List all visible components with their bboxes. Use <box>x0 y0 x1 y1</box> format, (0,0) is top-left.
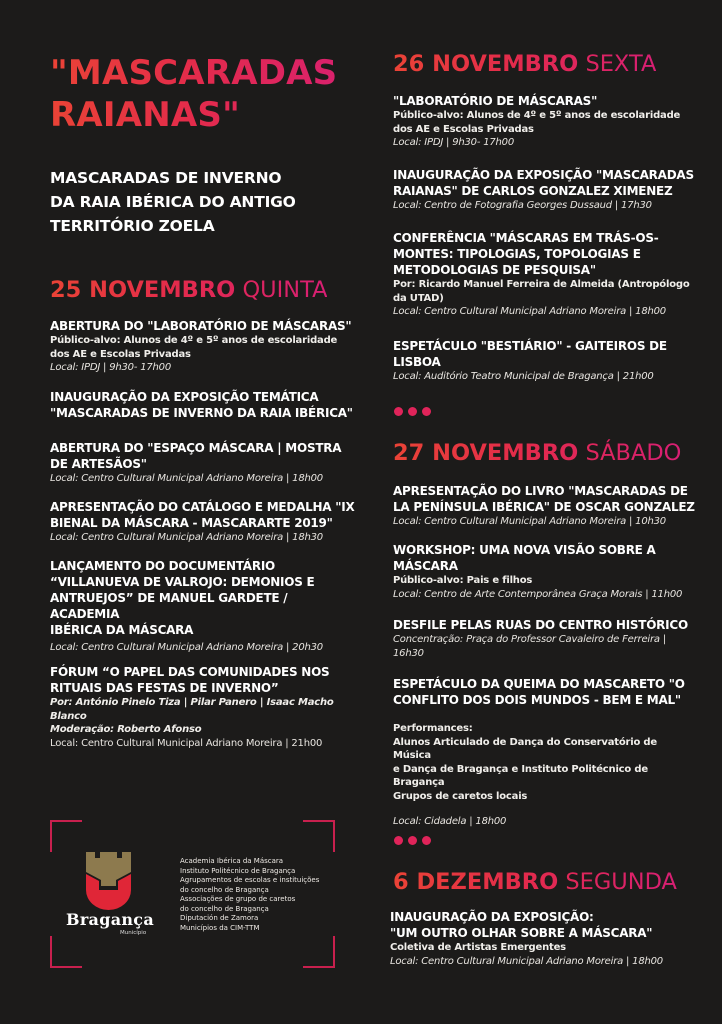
event-detail: Público-alvo: Pais e filhos <box>393 575 533 586</box>
event-item <box>50 664 355 751</box>
poster-title-line-2: RAIANAS" <box>50 95 241 135</box>
event-detail: Coletiva de Artistas Emergentes <box>390 942 566 953</box>
event-location: Local: Cidadela | 18h00 <box>393 816 507 827</box>
event-title: DE ARTESÃOS" <box>50 457 147 471</box>
corner-bracket <box>50 820 82 852</box>
event-title: APRESENTAÇÃO DO LIVRO "MASCARADAS DE <box>393 484 688 498</box>
event-title: ANTRUEJOS” DE MANUEL GARDETE / ACADEMIA <box>50 591 288 621</box>
day-weekday: SÁBADO <box>585 440 682 466</box>
dot-icon <box>422 407 431 416</box>
subtitle-line: DA RAIA IBÉRICA DO ANTIGO <box>50 193 296 211</box>
poster-title <box>50 52 370 136</box>
event-title: IBÉRICA DA MÁSCARA <box>50 623 194 637</box>
event-speakers: Por: António Pinelo Tiza | Pilar Panero | Isaac Macho <box>50 697 334 708</box>
event-location: Local: Centro de Arte Contemporânea Graça Morais | 11h00 <box>393 588 683 600</box>
poster-subtitle <box>50 166 350 238</box>
event-title: LANÇAMENTO DO DOCUMENTÁRIO <box>50 559 275 573</box>
dot-icon <box>408 836 417 845</box>
event-item <box>393 676 698 829</box>
partner-item: Associações de grupo de caretos <box>180 895 296 903</box>
corner-bracket <box>303 936 335 968</box>
dot-icon <box>394 836 403 845</box>
day-weekday: SEXTA <box>585 51 657 77</box>
event-title: MONTES: TIPOLOGIAS, TOPOLOGIAS E <box>393 247 641 261</box>
event-performances-label: Performances: <box>393 723 473 734</box>
partner-item: Diputación de Zamora <box>180 914 259 922</box>
partner-item: Agrupamentos de escolas e instituições <box>180 876 320 884</box>
partner-item: Academia Ibérica da Máscara <box>180 857 284 865</box>
event-speaker: Por: Ricardo Manuel Ferreira de Almeida (Antropólogo <box>393 279 690 290</box>
event-location: Concentração: Praça do Professor Cavaleiro de Ferreira | <box>393 634 666 645</box>
event-item <box>50 499 355 545</box>
event-title: ESPETÁCULO "BESTIÁRIO" - GAITEIROS DE <box>393 339 667 353</box>
separator-dots <box>394 836 431 845</box>
subtitle-line: TERRITÓRIO ZOELA <box>50 217 215 235</box>
event-speaker: da UTAD) <box>393 292 444 304</box>
subtitle-line: MASCARADAS DE INVERNO <box>50 169 282 187</box>
event-title: FÓRUM “O PAPEL DAS COMUNIDADES NOS <box>50 665 330 679</box>
corner-bracket <box>50 936 82 968</box>
day-date: 26 NOVEMBRO <box>393 51 579 77</box>
event-title: INAUGURAÇÃO DA EXPOSIÇÃO: <box>390 910 594 924</box>
event-title: "LABORATÓRIO DE MÁSCARAS" <box>393 94 598 108</box>
partner-item: do concelho de Bragança <box>180 904 269 913</box>
event-location: Local: IPDJ | 9h30- 17h00 <box>50 362 171 373</box>
event-performer: Alunos Articulado de Dança do Conservatório de Música <box>393 736 657 761</box>
partners-list <box>180 857 330 933</box>
brand-subtitle: Município <box>120 930 147 936</box>
event-location: Local: Centro de Fotografia Georges Dussaud | 17h30 <box>393 200 652 211</box>
event-title: CONFLITO DOS DOIS MUNDOS - BEM E MAL" <box>393 693 681 707</box>
day-weekday: QUINTA <box>242 277 328 303</box>
day-heading-26-novembro <box>393 50 656 78</box>
event-detail: dos AE e Escolas Privadas <box>393 123 534 135</box>
event-title: “VILLANUEVA DE VALROJO: DEMONIOS E <box>50 575 315 589</box>
day-heading-6-dezembro <box>393 868 677 896</box>
event-title: RITUAIS DAS FESTAS DE INVERNO” <box>50 681 279 695</box>
event-location: Local: IPDJ | 9h30- 17h00 <box>393 137 514 148</box>
event-performer: e Dança de Bragança e Instituto Politécnico de <box>393 763 648 775</box>
event-item <box>50 440 355 486</box>
event-item <box>393 167 698 213</box>
event-detail: Público-alvo: Alunos de 4º e 5º anos de escolaridade <box>50 335 338 346</box>
event-title: ABERTURA DO "LABORATÓRIO DE MÁSCARAS" <box>50 319 352 333</box>
event-location: 16h30 <box>393 648 424 659</box>
event-item <box>50 318 355 375</box>
day-date: 6 DEZEMBRO <box>393 869 559 895</box>
dot-icon <box>408 407 417 416</box>
day-date: 25 NOVEMBRO <box>50 277 236 303</box>
event-item <box>390 909 695 969</box>
event-title: RAIANAS" DE CARLOS GONZALEZ XIMENEZ <box>393 184 673 198</box>
day-date: 27 NOVEMBRO <box>393 440 579 466</box>
dot-icon <box>394 407 403 416</box>
event-title: BIENAL DA MÁSCARA - MASCARARTE 2019" <box>50 516 333 530</box>
event-title: METODOLOGIAS DE PESQUISA" <box>393 263 596 277</box>
event-detail: Público-alvo: Alunos de 4º e 5º anos de escolaridade <box>393 110 681 121</box>
event-title: DESFILE PELAS RUAS DO CENTRO HISTÓRICO <box>393 618 688 632</box>
event-speakers: Blanco <box>50 710 87 722</box>
event-performer: Bragança <box>393 777 445 788</box>
sponsors-box <box>50 820 335 968</box>
event-item <box>393 230 698 319</box>
event-location: Local: Centro Cultural Municipal Adriano Moreira | 20h30 <box>50 642 323 653</box>
event-item <box>393 617 698 661</box>
event-item <box>393 542 698 602</box>
event-title: ABERTURA DO "ESPAÇO MÁSCARA | MOSTRA <box>50 441 342 455</box>
braganca-crest-icon <box>86 852 131 910</box>
event-item <box>50 389 355 421</box>
event-item <box>393 338 698 384</box>
event-title: INAUGURAÇÃO DA EXPOSIÇÃO "MASCARADAS <box>393 168 694 182</box>
corner-bracket <box>303 820 335 852</box>
event-title: LISBOA <box>393 355 441 369</box>
day-weekday: SEGUNDA <box>565 869 677 895</box>
dot-icon <box>422 836 431 845</box>
event-location: Local: Centro Cultural Municipal Adriano Moreira | 18h00 <box>390 955 663 967</box>
event-title: WORKSHOP: UMA NOVA VISÃO SOBRE A <box>393 543 656 557</box>
partner-item: Municípios da CIM-TTM <box>180 923 260 932</box>
event-item <box>393 93 698 150</box>
event-location: Local: Auditório Teatro Municipal de Bragança | 21h00 <box>393 371 654 382</box>
event-title: "MASCARADAS DE INVERNO DA RAIA IBÉRICA" <box>50 406 353 420</box>
event-location: Local: Centro Cultural Municipal Adriano Moreira | 21h00 <box>50 737 323 749</box>
day-heading-27-novembro <box>393 439 681 467</box>
event-title: CONFERÊNCIA "MÁSCARAS EM TRÁS-OS- <box>393 231 659 245</box>
event-moderator: Moderação: Roberto Afonso <box>50 724 202 735</box>
event-title: APRESENTAÇÃO DO CATÁLOGO E MEDALHA "IX <box>50 500 355 514</box>
partner-item: do concelho de Bragança <box>180 885 269 894</box>
event-title: INAUGURAÇÃO DA EXPOSIÇÃO TEMÁTICA <box>50 390 319 404</box>
brand-name: Bragança <box>66 910 155 929</box>
event-detail: dos AE e Escolas Privadas <box>50 348 191 360</box>
event-location: Local: Centro Cultural Municipal Adriano Moreira | 18h00 <box>50 473 323 484</box>
event-location: Local: Centro Cultural Municipal Adriano Moreira | 18h30 <box>50 532 323 543</box>
event-item <box>50 558 355 655</box>
separator-dots <box>394 407 431 416</box>
event-title: LA PENÍNSULA IBÉRICA" DE OSCAR GONZALEZ <box>393 500 695 514</box>
event-performer: Grupos de caretos locais <box>393 790 528 802</box>
poster-title-line-1: "MASCARADAS <box>50 53 338 93</box>
event-title: ESPETÁCULO DA QUEIMA DO MASCARETO "O <box>393 677 685 691</box>
event-item <box>393 483 698 529</box>
day-heading-25-novembro <box>50 276 327 304</box>
event-title: "UM OUTRO OLHAR SOBRE A MÁSCARA" <box>390 926 653 940</box>
event-title: MÁSCARA <box>393 559 458 573</box>
event-location: Local: Centro Cultural Municipal Adriano Moreira | 10h30 <box>393 516 666 527</box>
event-location: Local: Centro Cultural Municipal Adriano Moreira | 18h00 <box>393 306 666 317</box>
partner-item: Instituto Politécnico de Bragança <box>180 866 296 875</box>
